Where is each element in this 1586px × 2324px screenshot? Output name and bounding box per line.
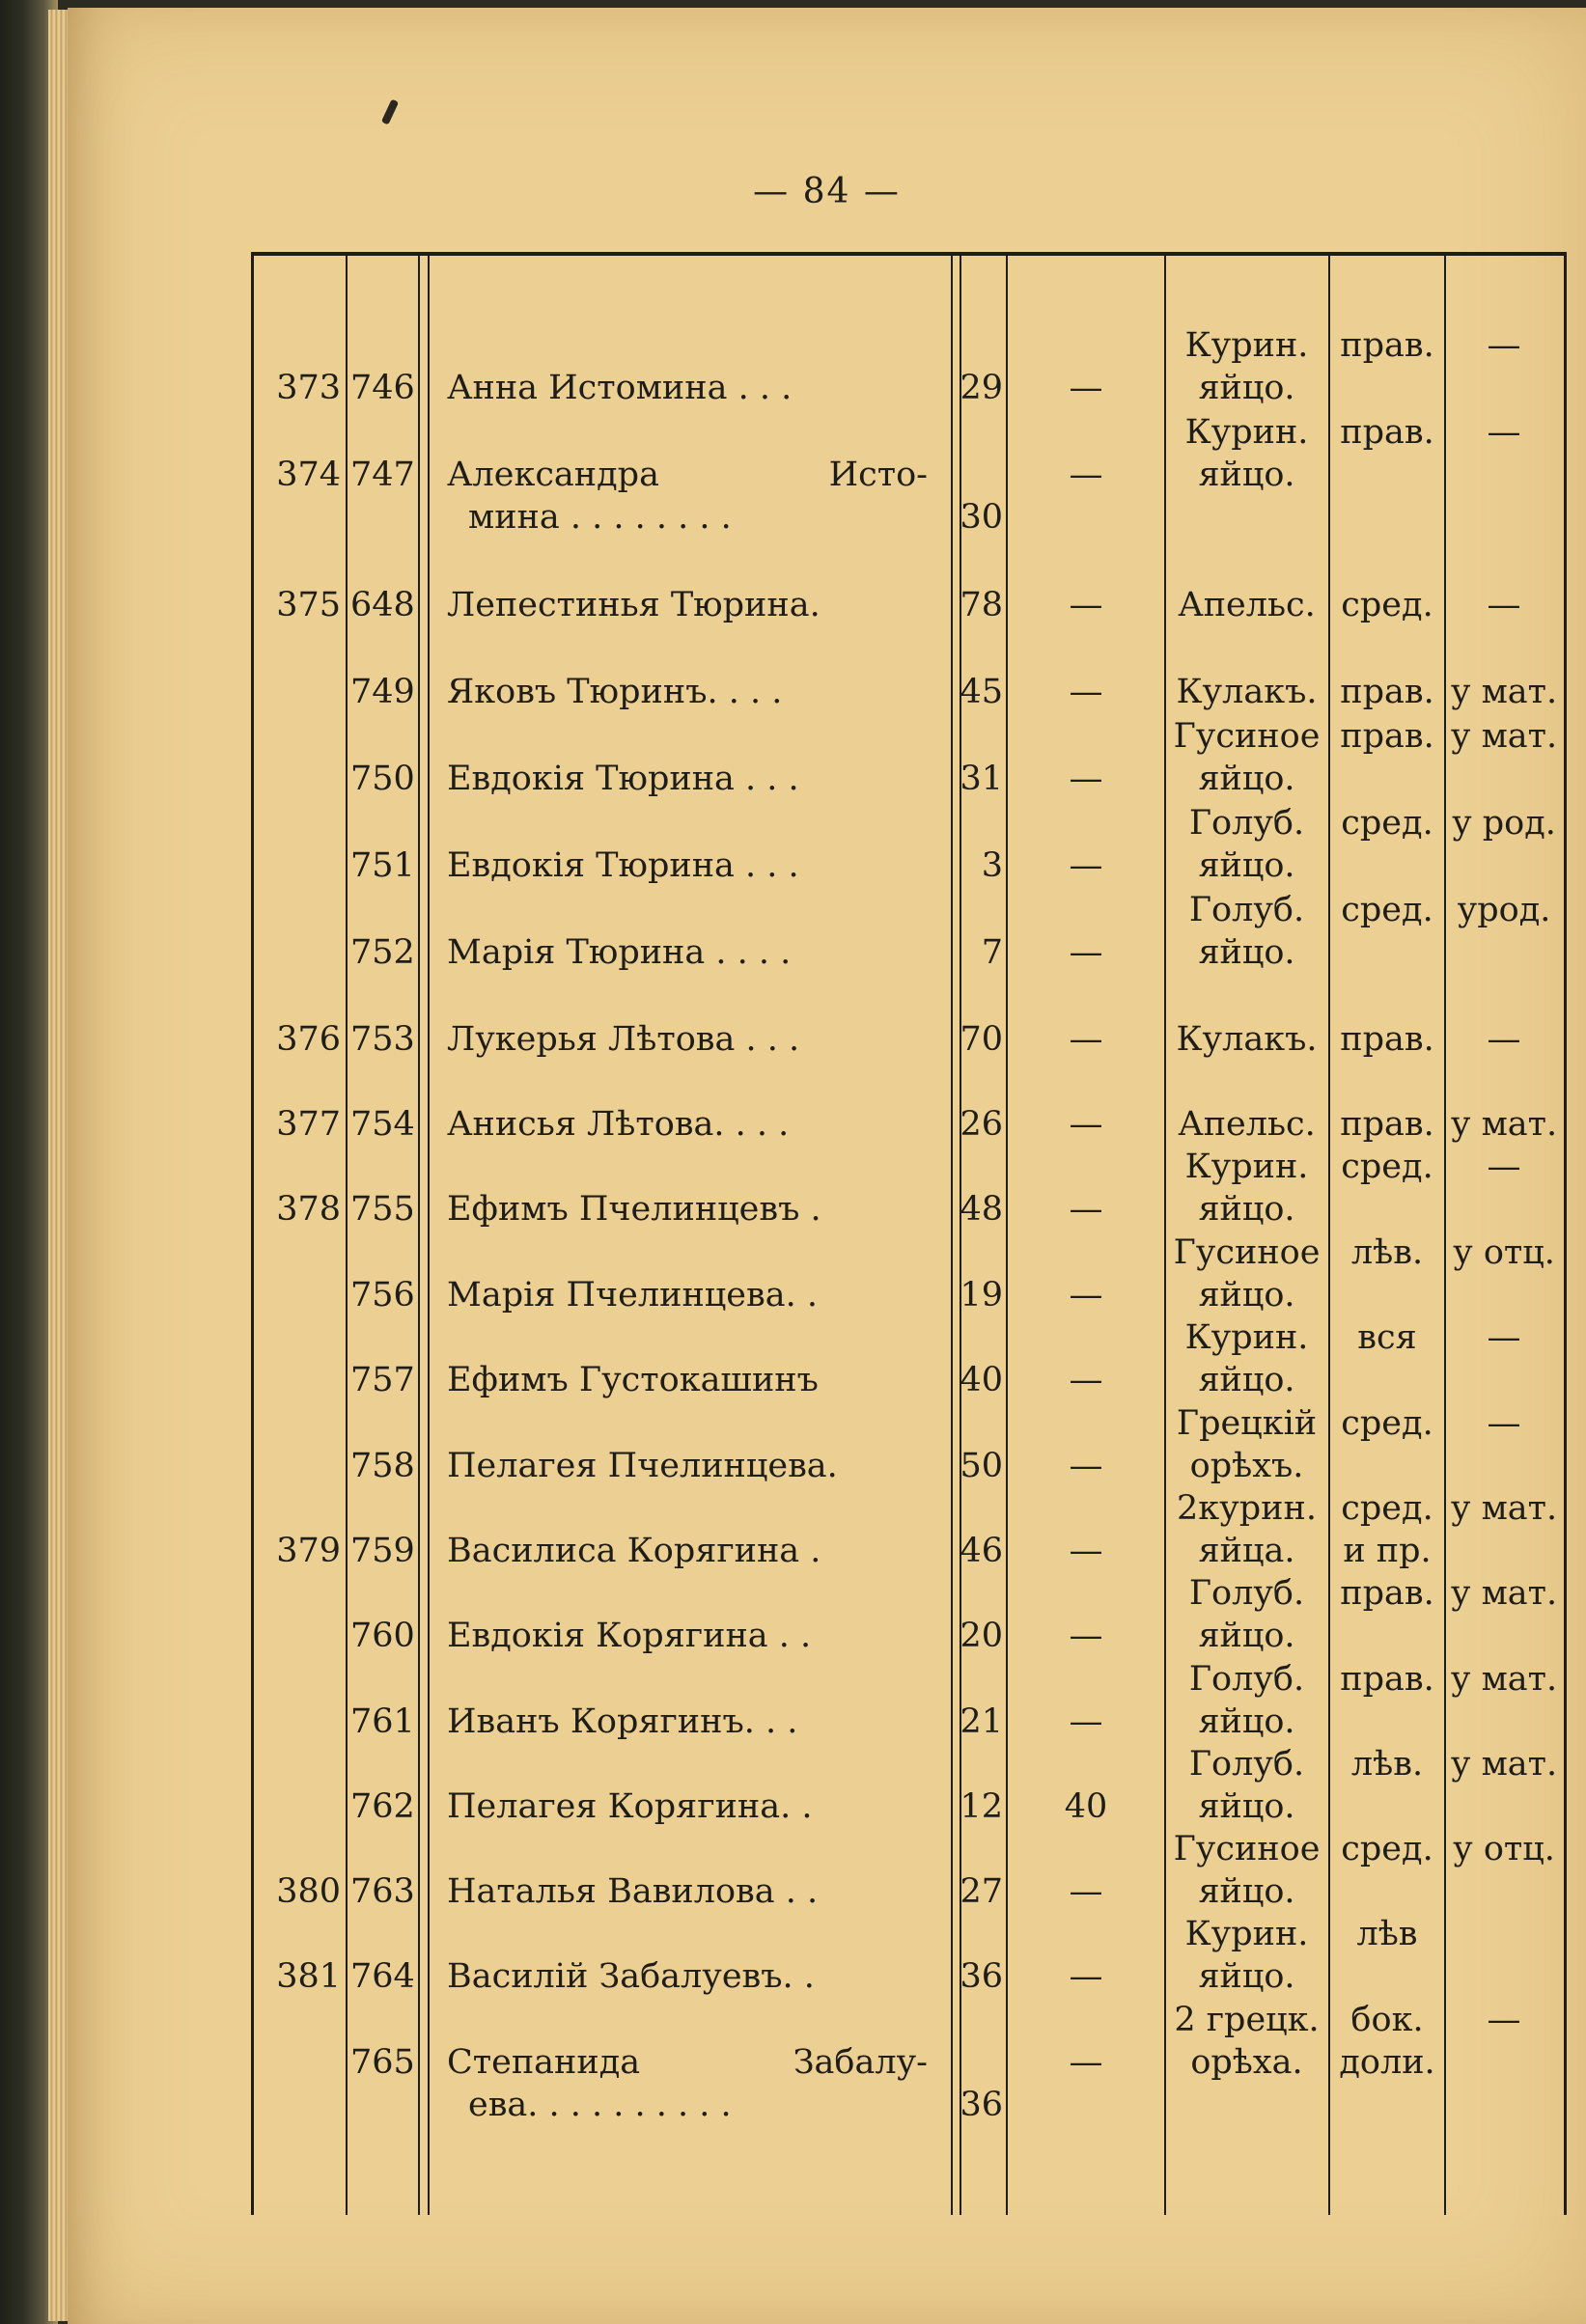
side-value: прав. — [1340, 717, 1434, 756]
entry-number: 746 — [350, 369, 415, 407]
side-value: прав. — [1340, 1020, 1434, 1059]
object-description: Курин. — [1184, 413, 1309, 452]
register-table — [251, 252, 1567, 2215]
age-value: 45 — [960, 673, 1003, 711]
extra-value: — — [1069, 846, 1103, 885]
person-name: Иванъ Корягинъ. . . — [447, 1702, 798, 1741]
age-value: 3 — [981, 846, 1003, 885]
person-name: Яковъ Тюринъ. . . . — [447, 673, 783, 711]
extra-value: — — [1069, 1957, 1103, 1996]
person-name: Марія Тюрина . . . . — [447, 933, 792, 972]
side-value: сред. — [1341, 804, 1433, 843]
object-description: Кулакъ. — [1176, 673, 1318, 711]
object-description: 2курин. — [1177, 1489, 1317, 1528]
age-value: 36 — [960, 1957, 1003, 1996]
object-description: яйцо. — [1198, 933, 1295, 972]
entry-number: 747 — [350, 456, 415, 494]
entry-number: 763 — [350, 1872, 415, 1911]
row-number: 374 — [276, 456, 341, 494]
object-description: орѣхъ. — [1189, 1447, 1304, 1485]
inheritance-value: — — [1487, 1404, 1521, 1443]
object-description: яйцо. — [1198, 1957, 1295, 1996]
object-description: 2 грецк. — [1174, 2001, 1320, 2039]
age-value: 50 — [960, 1447, 1003, 1485]
side-value: лѣв. — [1350, 1233, 1424, 1272]
entry-number: 757 — [350, 1361, 415, 1399]
side-value: сред. — [1341, 1404, 1433, 1443]
extra-value: — — [1069, 369, 1103, 407]
column-rule — [1006, 256, 1008, 2215]
object-description: Апельс. — [1178, 1105, 1316, 1144]
inheritance-value: — — [1487, 413, 1521, 452]
page-number: — 84 — — [753, 172, 901, 211]
inheritance-value: у мат. — [1450, 1574, 1558, 1613]
row-number: 375 — [276, 586, 341, 624]
extra-value: — — [1069, 1532, 1103, 1570]
object-description: Апельс. — [1178, 586, 1316, 624]
inheritance-value: у мат. — [1450, 1489, 1558, 1528]
age-value: 21 — [960, 1702, 1003, 1741]
person-name: Евдокія Корягина . . — [447, 1617, 812, 1655]
side-value: лѣв. — [1350, 1745, 1424, 1784]
column-rule — [428, 256, 430, 2215]
person-name: мина . . . . . . . . — [468, 498, 732, 537]
object-description: яйцо. — [1198, 1617, 1295, 1655]
extra-value: — — [1069, 1447, 1103, 1485]
entry-number: 753 — [350, 1020, 415, 1059]
extra-value: — — [1069, 1361, 1103, 1399]
side-value: прав. — [1340, 673, 1434, 711]
person-name: Лепестинья Тюрина. — [447, 586, 821, 624]
inheritance-value: у отц. — [1453, 1830, 1555, 1868]
extra-value: — — [1069, 1617, 1103, 1655]
inheritance-value: у мат. — [1450, 717, 1558, 756]
extra-value: — — [1069, 760, 1103, 798]
object-description: яйцо. — [1198, 1872, 1295, 1911]
entry-number: 755 — [350, 1190, 415, 1229]
person-name: Евдокія Тюрина . . . — [447, 846, 799, 885]
person-name: Василиса Корягина . — [447, 1532, 821, 1570]
age-value: 36 — [960, 2086, 1003, 2124]
object-description: Гусиное — [1173, 1233, 1321, 1272]
inheritance-value: у мат. — [1450, 673, 1558, 711]
object-description: яйцо. — [1198, 760, 1295, 798]
object-description: яйцо. — [1198, 456, 1295, 494]
age-value: 70 — [960, 1020, 1003, 1059]
row-number: 377 — [276, 1105, 341, 1144]
person-name: Александра Исто- — [447, 456, 928, 494]
inheritance-value: — — [1487, 2001, 1521, 2039]
entry-number: 764 — [350, 1957, 415, 1996]
object-description: Грецкій — [1176, 1404, 1318, 1443]
side-value: и пр. — [1343, 1532, 1432, 1570]
extra-value: — — [1069, 1702, 1103, 1741]
inheritance-value: — — [1487, 1318, 1521, 1357]
person-name: Анисья Лѣтова. . . . — [447, 1105, 790, 1144]
age-value: 20 — [960, 1617, 1003, 1655]
object-description: яйца. — [1198, 1532, 1295, 1570]
object-description: Курин. — [1184, 1318, 1309, 1357]
object-description: Курин. — [1184, 1915, 1309, 1953]
column-rule — [418, 256, 420, 2215]
object-description: яйцо. — [1198, 1787, 1295, 1826]
object-description: орѣха. — [1190, 2043, 1303, 2082]
entry-number: 749 — [350, 673, 415, 711]
extra-value: — — [1069, 1872, 1103, 1911]
inheritance-value: урод. — [1457, 891, 1551, 929]
side-value: вся — [1357, 1318, 1417, 1357]
entry-number: 756 — [350, 1276, 415, 1314]
row-number: 379 — [276, 1532, 341, 1570]
inheritance-value: — — [1487, 586, 1521, 624]
age-value: 48 — [960, 1190, 1003, 1229]
extra-value: — — [1069, 1190, 1103, 1229]
object-description: яйцо. — [1198, 1276, 1295, 1314]
entry-number: 765 — [350, 2043, 415, 2082]
row-number: 373 — [276, 369, 341, 407]
person-name: Евдокія Тюрина . . . — [447, 760, 799, 798]
person-name: Пелагея Пчелинцева. — [447, 1447, 838, 1485]
age-value: 30 — [960, 498, 1003, 537]
side-value: прав. — [1340, 1660, 1434, 1699]
age-value: 12 — [960, 1787, 1003, 1826]
side-value: лѣв — [1356, 1915, 1418, 1953]
person-name: Ефимъ Густокашинъ — [447, 1361, 819, 1399]
extra-value: — — [1069, 2043, 1103, 2082]
person-name: Пелагея Корягина. . — [447, 1787, 813, 1826]
row-number: 376 — [276, 1020, 341, 1059]
row-number: 381 — [276, 1957, 341, 1996]
entry-number: 751 — [350, 846, 415, 885]
row-number: 378 — [276, 1190, 341, 1229]
inheritance-value: — — [1487, 326, 1521, 365]
column-rule — [960, 256, 961, 2215]
age-value: 26 — [960, 1105, 1003, 1144]
object-description: Курин. — [1184, 1148, 1309, 1186]
extra-value: — — [1069, 673, 1103, 711]
person-name: Ефимъ Пчелинцевъ . — [447, 1190, 821, 1229]
extra-value: — — [1069, 1105, 1103, 1144]
inheritance-value: у отц. — [1453, 1233, 1555, 1272]
row-number: 380 — [276, 1872, 341, 1911]
extra-value: — — [1069, 933, 1103, 972]
inheritance-value: — — [1487, 1148, 1521, 1186]
ink-mark — [381, 99, 399, 125]
object-description: Голуб. — [1188, 891, 1305, 929]
side-value: бок. — [1350, 2001, 1424, 2039]
person-name: ева. . . . . . . . . . — [468, 2086, 732, 2124]
entry-number: 759 — [350, 1532, 415, 1570]
object-description: яйцо. — [1198, 1361, 1295, 1399]
extra-value: — — [1069, 1020, 1103, 1059]
object-description: Голуб. — [1188, 1660, 1305, 1699]
object-description: Гусиное — [1173, 1830, 1321, 1868]
age-value: 46 — [960, 1532, 1003, 1570]
entry-number: 750 — [350, 760, 415, 798]
object-description: Голуб. — [1188, 1745, 1305, 1784]
side-value: прав. — [1340, 326, 1434, 365]
inheritance-value: — — [1487, 1020, 1521, 1059]
entry-number: 762 — [350, 1787, 415, 1826]
object-description: яйцо. — [1198, 846, 1295, 885]
side-value: сред. — [1341, 1830, 1433, 1868]
side-value: доли. — [1339, 2043, 1435, 2082]
side-value: прав. — [1340, 413, 1434, 452]
age-value: 40 — [960, 1361, 1003, 1399]
inheritance-value: у род. — [1452, 804, 1556, 843]
object-description: Кулакъ. — [1176, 1020, 1318, 1059]
column-rule — [346, 256, 348, 2215]
age-value: 31 — [960, 760, 1003, 798]
entry-number: 760 — [350, 1617, 415, 1655]
person-name: Степанида Забалу- — [447, 2043, 928, 2082]
side-value: сред. — [1341, 586, 1433, 624]
person-name: Анна Истомина . . . — [447, 369, 793, 407]
column-rule — [1444, 256, 1446, 2215]
object-description: Курин. — [1184, 326, 1309, 365]
entry-number: 754 — [350, 1105, 415, 1144]
entry-number: 758 — [350, 1447, 415, 1485]
age-value: 27 — [960, 1872, 1003, 1911]
object-description: Гусиное — [1173, 717, 1321, 756]
age-value: 78 — [960, 586, 1003, 624]
side-value: сред. — [1341, 1489, 1433, 1528]
column-rule — [951, 256, 953, 2215]
inheritance-value: у мат. — [1450, 1745, 1558, 1784]
extra-value: — — [1069, 456, 1103, 494]
age-value: 19 — [960, 1276, 1003, 1314]
column-rule — [1164, 256, 1166, 2215]
side-value: прав. — [1340, 1574, 1434, 1613]
object-description: яйцо. — [1198, 369, 1295, 407]
person-name: Лукерья Лѣтова . . . — [447, 1020, 800, 1059]
inheritance-value: у мат. — [1450, 1660, 1558, 1699]
entry-number: 752 — [350, 933, 415, 972]
object-description: Голуб. — [1188, 804, 1305, 843]
age-value: 29 — [960, 369, 1003, 407]
extra-value: 40 — [1064, 1787, 1108, 1826]
side-value: сред. — [1341, 1148, 1433, 1186]
person-name: Наталья Вавилова . . — [447, 1872, 819, 1911]
side-value: сред. — [1341, 891, 1433, 929]
column-rule — [1328, 256, 1330, 2215]
entry-number: 648 — [350, 586, 415, 624]
extra-value: — — [1069, 1276, 1103, 1314]
object-description: яйцо. — [1198, 1190, 1295, 1229]
entry-number: 761 — [350, 1702, 415, 1741]
object-description: яйцо. — [1198, 1702, 1295, 1741]
inheritance-value: у мат. — [1450, 1105, 1558, 1144]
age-value: 7 — [981, 933, 1003, 972]
book-page — [68, 8, 1586, 2324]
person-name: Марія Пчелинцева. . — [447, 1276, 818, 1314]
person-name: Василій Забалуевъ. . — [447, 1957, 815, 1996]
object-description: Голуб. — [1188, 1574, 1305, 1613]
side-value: прав. — [1340, 1105, 1434, 1144]
extra-value: — — [1069, 586, 1103, 624]
